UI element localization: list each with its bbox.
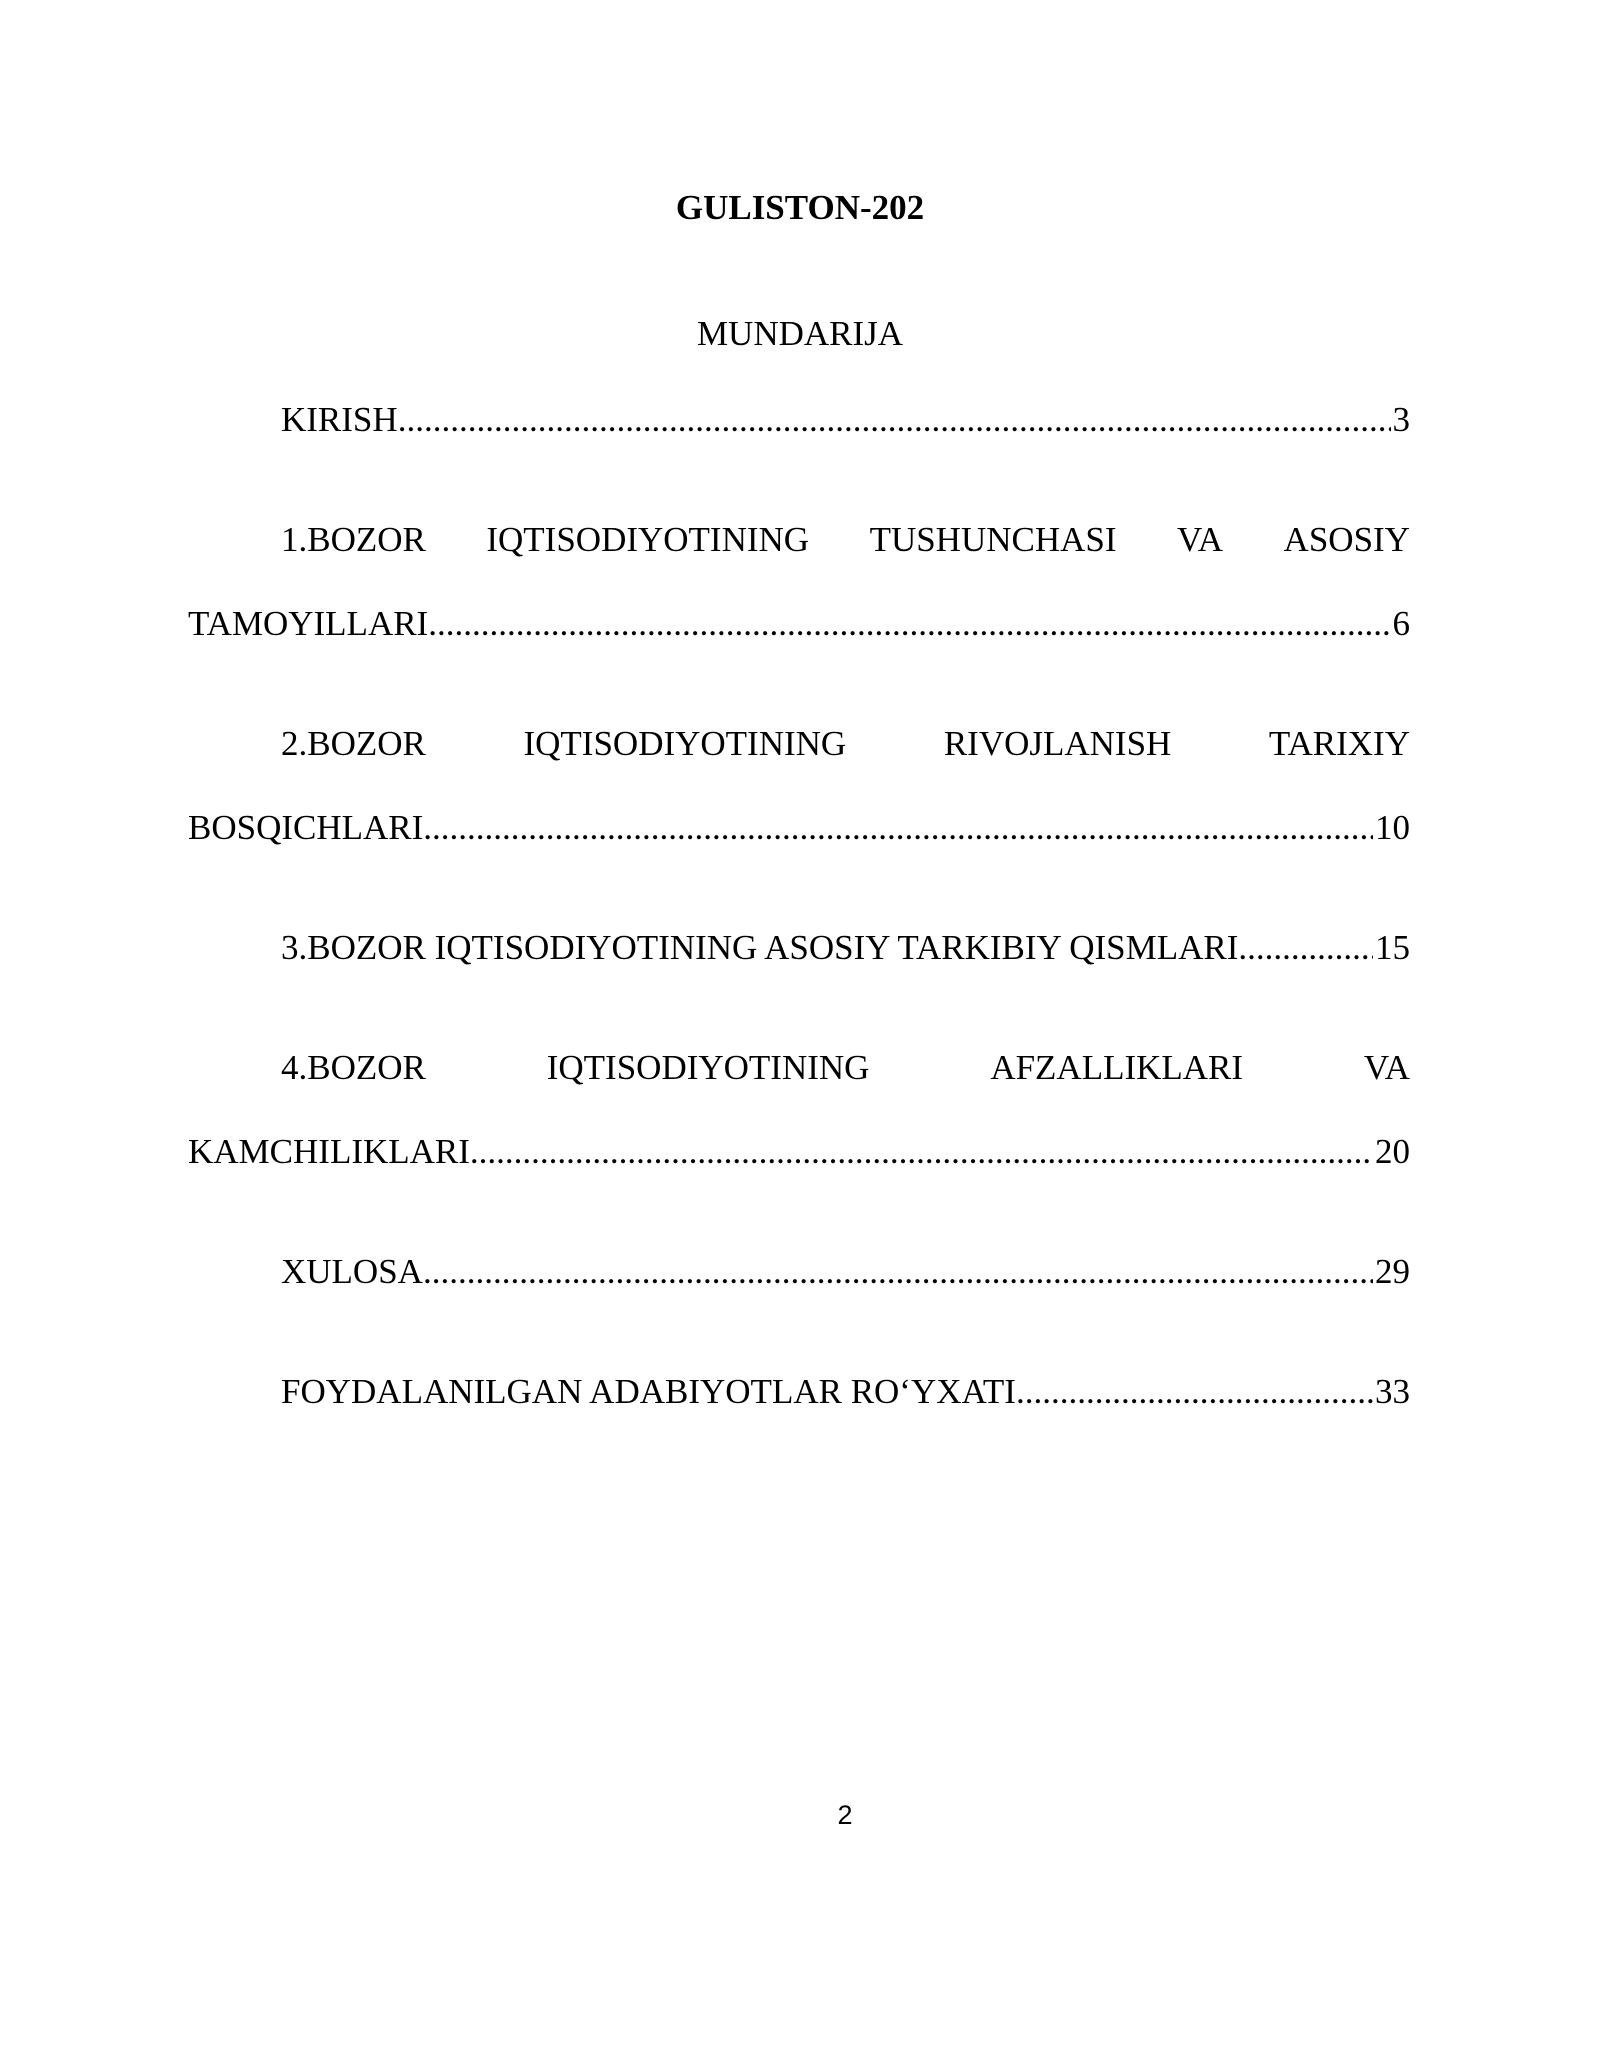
toc-entry-word: IQTISODIYOTINING	[546, 1048, 870, 1087]
toc-entry-title: KIRISH	[281, 400, 398, 439]
toc-entry-title: FOYDALANILGAN ADABIYOTLAR RO‘YXATI	[281, 1372, 1016, 1411]
toc-page-number: 33	[1375, 1372, 1410, 1411]
toc-page-number: 3	[1392, 400, 1410, 439]
toc-entry-references	[281, 1370, 1410, 1414]
toc-entry-word: 4.BOZOR	[281, 1048, 426, 1087]
toc-page-number: 15	[1375, 928, 1410, 967]
toc-entry-word: 1.BOZOR	[281, 520, 426, 559]
toc-heading: MUNDARIJA	[696, 314, 904, 353]
toc-dot-leader	[428, 602, 1390, 646]
toc-dot-leader	[423, 806, 1373, 850]
toc-entry-word: TARIXIY	[1268, 724, 1410, 763]
page-number: 2	[837, 1800, 853, 1830]
toc-entry-title: TAMOYILLARI	[188, 604, 429, 643]
toc-entry-chapter-1-continuation	[188, 602, 1410, 646]
toc-page-number: 20	[1375, 1132, 1410, 1171]
toc-entry-word: IQTISODIYOTINING	[486, 520, 810, 559]
toc-dot-leader	[398, 398, 1391, 442]
toc-entry-word: VA	[1177, 520, 1224, 559]
toc-dot-leader	[1016, 1370, 1373, 1414]
toc-page-number: 29	[1375, 1252, 1410, 1291]
toc-entry-word: IQTISODIYOTINING	[523, 724, 847, 763]
toc-entry-title: BOSQICHLARI	[188, 808, 424, 847]
toc-entry-title: KAMCHILIKLARI	[188, 1132, 470, 1171]
toc-entry-chapter-3	[281, 926, 1410, 970]
toc-entry-chapter-4-continuation	[188, 1130, 1410, 1174]
toc-entry-chapter-4	[281, 1046, 1410, 1090]
toc-entry-word: AFZALLIKLARI	[990, 1048, 1244, 1087]
toc-entry-word: RIVOJLANISH	[943, 724, 1172, 763]
toc-entry-word: ASOSIY	[1283, 520, 1410, 559]
toc-page-number: 6	[1392, 604, 1410, 643]
toc-page-number: 10	[1375, 808, 1410, 847]
document-header-title: GULISTON-202	[675, 188, 925, 227]
toc-entry-chapter-2	[281, 722, 1410, 766]
toc-dot-leader	[1238, 926, 1373, 970]
toc-entry-title: 3.BOZOR IQTISODIYOTINING ASOSIY TARKIBIY QISMLARI	[281, 928, 1239, 967]
toc-entry-kirish	[281, 398, 1410, 442]
toc-entry-title: XULOSA	[281, 1252, 423, 1291]
toc-entry-chapter-2-continuation	[188, 806, 1410, 850]
toc-entry-word: 2.BOZOR	[281, 724, 426, 763]
toc-entry-word: TUSHUNCHASI	[869, 520, 1117, 559]
toc-dot-leader	[423, 1250, 1373, 1294]
toc-entry-xulosa	[281, 1250, 1410, 1294]
toc-entry-word: VA	[1363, 1048, 1410, 1087]
toc-entry-chapter-1	[281, 518, 1410, 562]
toc-dot-leader	[470, 1130, 1373, 1174]
